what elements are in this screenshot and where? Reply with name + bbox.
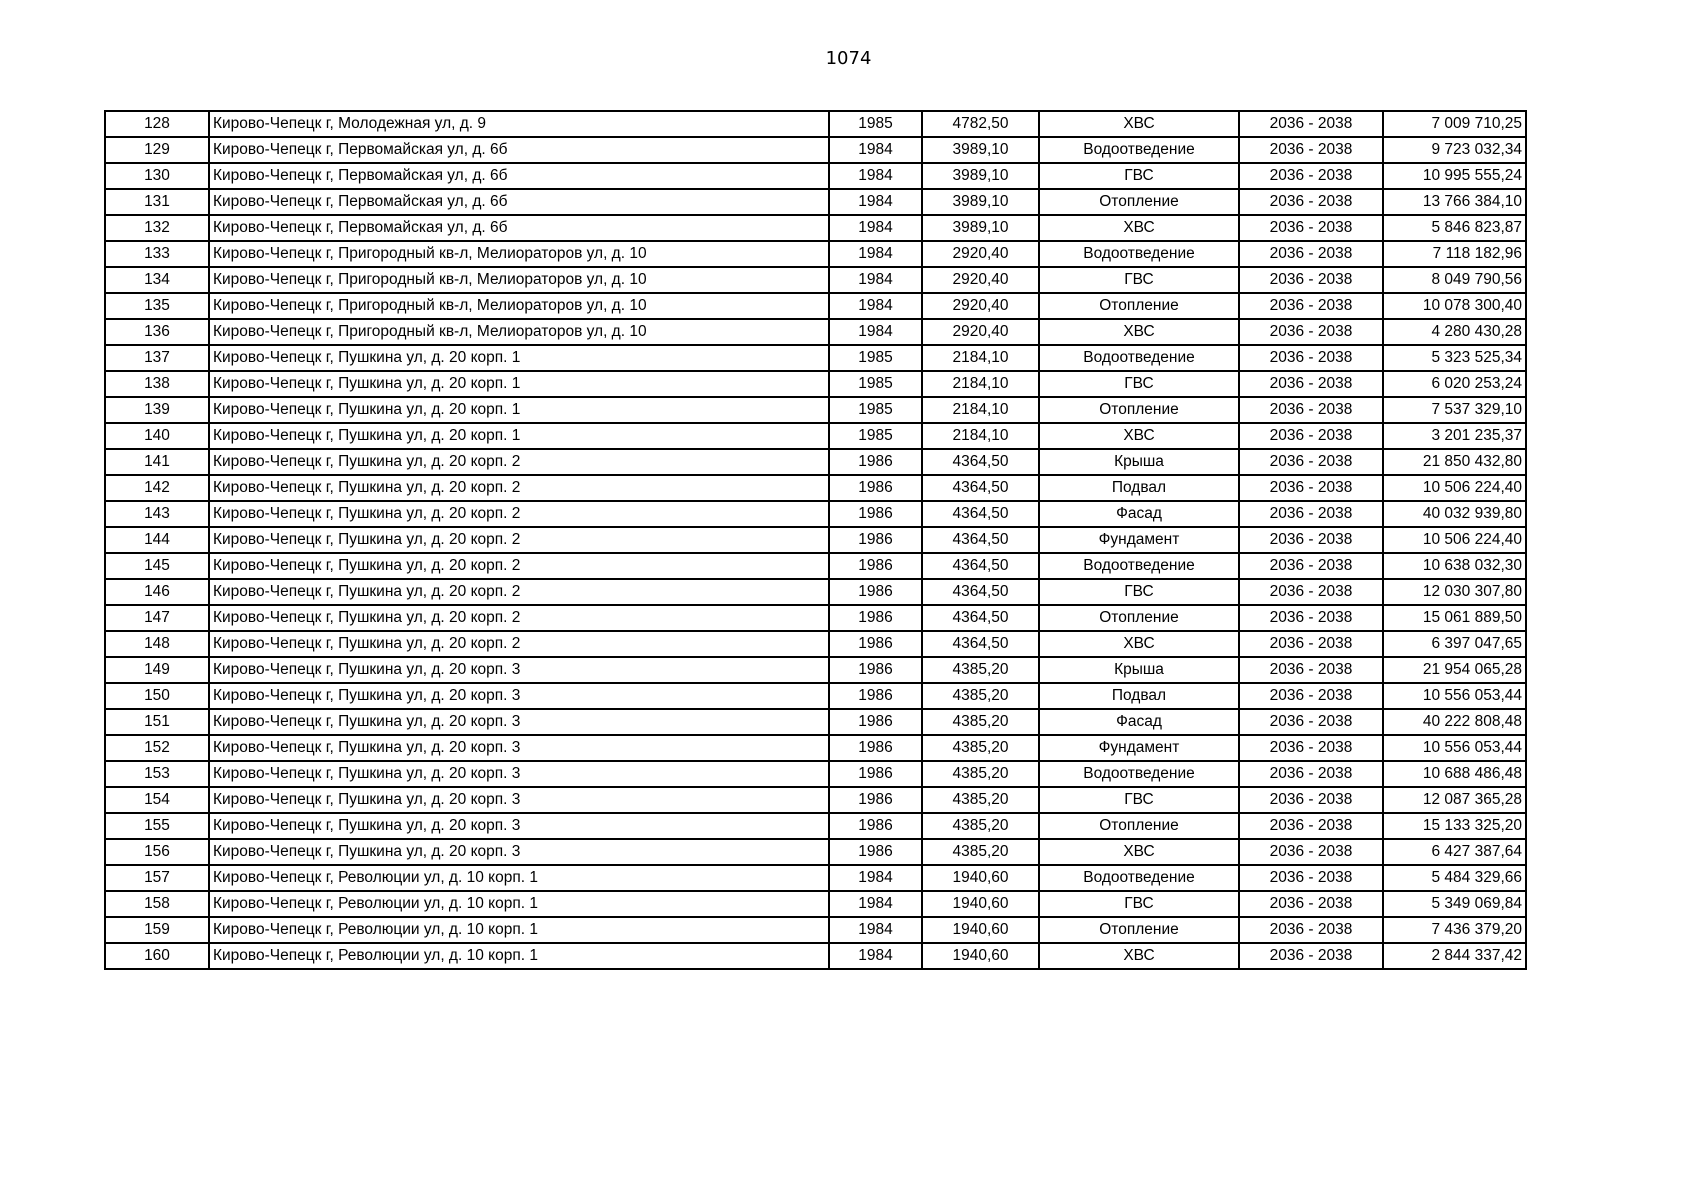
period-cell: 2036 - 2038 — [1239, 527, 1383, 553]
area-cell: 2184,10 — [922, 397, 1039, 423]
row-number-cell: 142 — [105, 475, 209, 501]
work-type-cell: ХВС — [1039, 943, 1239, 969]
work-type-cell: Отопление — [1039, 917, 1239, 943]
table-row — [105, 943, 1526, 969]
row-number-cell: 155 — [105, 813, 209, 839]
cost-cell: 15 061 889,50 — [1383, 605, 1526, 631]
build-year-cell: 1985 — [829, 371, 922, 397]
address-cell: Кирово-Чепецк г, Пригородный кв-л, Мелиораторов ул, д. 10 — [209, 293, 829, 319]
cost-cell: 10 506 224,40 — [1383, 475, 1526, 501]
area-cell: 4364,50 — [922, 553, 1039, 579]
area-cell: 4385,20 — [922, 813, 1039, 839]
period-cell: 2036 - 2038 — [1239, 631, 1383, 657]
work-type-cell: Отопление — [1039, 189, 1239, 215]
address-cell: Кирово-Чепецк г, Первомайская ул, д. 6б — [209, 215, 829, 241]
cost-cell: 10 688 486,48 — [1383, 761, 1526, 787]
period-cell: 2036 - 2038 — [1239, 189, 1383, 215]
row-number-cell: 145 — [105, 553, 209, 579]
address-cell: Кирово-Чепецк г, Первомайская ул, д. 6б — [209, 137, 829, 163]
row-number-cell: 136 — [105, 319, 209, 345]
table-row — [105, 319, 1526, 345]
table-row — [105, 215, 1526, 241]
period-cell: 2036 - 2038 — [1239, 267, 1383, 293]
work-type-cell: Водоотведение — [1039, 761, 1239, 787]
build-year-cell: 1986 — [829, 527, 922, 553]
work-type-cell: Отопление — [1039, 605, 1239, 631]
build-year-cell: 1984 — [829, 293, 922, 319]
work-type-cell: ГВС — [1039, 371, 1239, 397]
table-row — [105, 189, 1526, 215]
address-cell: Кирово-Чепецк г, Революции ул, д. 10 корп. 1 — [209, 917, 829, 943]
address-cell: Кирово-Чепецк г, Пригородный кв-л, Мелиораторов ул, д. 10 — [209, 319, 829, 345]
period-cell: 2036 - 2038 — [1239, 475, 1383, 501]
period-cell: 2036 - 2038 — [1239, 397, 1383, 423]
area-cell: 3989,10 — [922, 215, 1039, 241]
work-type-cell: Водоотведение — [1039, 553, 1239, 579]
area-cell: 1940,60 — [922, 917, 1039, 943]
row-number-cell: 139 — [105, 397, 209, 423]
work-type-cell: Фасад — [1039, 501, 1239, 527]
period-cell: 2036 - 2038 — [1239, 241, 1383, 267]
address-cell: Кирово-Чепецк г, Пушкина ул, д. 20 корп. 3 — [209, 839, 829, 865]
address-cell: Кирово-Чепецк г, Пушкина ул, д. 20 корп. 2 — [209, 501, 829, 527]
area-cell: 2920,40 — [922, 319, 1039, 345]
row-number-cell: 137 — [105, 345, 209, 371]
work-type-cell: ГВС — [1039, 787, 1239, 813]
table-row — [105, 163, 1526, 189]
row-number-cell: 146 — [105, 579, 209, 605]
period-cell: 2036 - 2038 — [1239, 891, 1383, 917]
area-cell: 1940,60 — [922, 891, 1039, 917]
address-cell: Кирово-Чепецк г, Пушкина ул, д. 20 корп. 2 — [209, 605, 829, 631]
cost-cell: 40 032 939,80 — [1383, 501, 1526, 527]
period-cell: 2036 - 2038 — [1239, 761, 1383, 787]
period-cell: 2036 - 2038 — [1239, 293, 1383, 319]
row-number-cell: 131 — [105, 189, 209, 215]
row-number-cell: 128 — [105, 111, 209, 137]
area-cell: 3989,10 — [922, 189, 1039, 215]
address-cell: Кирово-Чепецк г, Революции ул, д. 10 корп. 1 — [209, 865, 829, 891]
cost-cell: 7 436 379,20 — [1383, 917, 1526, 943]
work-type-cell: ХВС — [1039, 319, 1239, 345]
table-row — [105, 579, 1526, 605]
area-cell: 1940,60 — [922, 943, 1039, 969]
build-year-cell: 1986 — [829, 735, 922, 761]
row-number-cell: 140 — [105, 423, 209, 449]
build-year-cell: 1984 — [829, 215, 922, 241]
cost-cell: 5 846 823,87 — [1383, 215, 1526, 241]
table-row — [105, 735, 1526, 761]
row-number-cell: 156 — [105, 839, 209, 865]
row-number-cell: 133 — [105, 241, 209, 267]
period-cell: 2036 - 2038 — [1239, 657, 1383, 683]
cost-cell: 5 349 069,84 — [1383, 891, 1526, 917]
period-cell: 2036 - 2038 — [1239, 501, 1383, 527]
table-row — [105, 397, 1526, 423]
cost-cell: 7 537 329,10 — [1383, 397, 1526, 423]
work-type-cell: ХВС — [1039, 423, 1239, 449]
row-number-cell: 153 — [105, 761, 209, 787]
address-cell: Кирово-Чепецк г, Пушкина ул, д. 20 корп. 3 — [209, 787, 829, 813]
period-cell: 2036 - 2038 — [1239, 813, 1383, 839]
cost-cell: 3 201 235,37 — [1383, 423, 1526, 449]
area-cell: 4364,50 — [922, 449, 1039, 475]
row-number-cell: 141 — [105, 449, 209, 475]
area-cell: 4385,20 — [922, 735, 1039, 761]
cost-cell: 5 323 525,34 — [1383, 345, 1526, 371]
work-type-cell: Отопление — [1039, 397, 1239, 423]
cost-cell: 12 087 365,28 — [1383, 787, 1526, 813]
build-year-cell: 1984 — [829, 891, 922, 917]
cost-cell: 6 427 387,64 — [1383, 839, 1526, 865]
area-cell: 4782,50 — [922, 111, 1039, 137]
work-type-cell: Водоотведение — [1039, 345, 1239, 371]
table-row — [105, 891, 1526, 917]
row-number-cell: 149 — [105, 657, 209, 683]
work-type-cell: ГВС — [1039, 579, 1239, 605]
address-cell: Кирово-Чепецк г, Пушкина ул, д. 20 корп. 2 — [209, 553, 829, 579]
area-cell: 3989,10 — [922, 163, 1039, 189]
row-number-cell: 160 — [105, 943, 209, 969]
cost-cell: 21 850 432,80 — [1383, 449, 1526, 475]
cost-cell: 10 638 032,30 — [1383, 553, 1526, 579]
cost-cell: 40 222 808,48 — [1383, 709, 1526, 735]
cost-cell: 7 009 710,25 — [1383, 111, 1526, 137]
work-type-cell: Фасад — [1039, 709, 1239, 735]
build-year-cell: 1986 — [829, 475, 922, 501]
area-cell: 4364,50 — [922, 631, 1039, 657]
area-cell: 2920,40 — [922, 267, 1039, 293]
row-number-cell: 151 — [105, 709, 209, 735]
row-number-cell: 129 — [105, 137, 209, 163]
table-row — [105, 683, 1526, 709]
build-year-cell: 1985 — [829, 423, 922, 449]
period-cell: 2036 - 2038 — [1239, 735, 1383, 761]
table-row — [105, 917, 1526, 943]
period-cell: 2036 - 2038 — [1239, 865, 1383, 891]
build-year-cell: 1986 — [829, 553, 922, 579]
table-row — [105, 371, 1526, 397]
row-number-cell: 157 — [105, 865, 209, 891]
build-year-cell: 1984 — [829, 189, 922, 215]
build-year-cell: 1984 — [829, 241, 922, 267]
build-year-cell: 1986 — [829, 709, 922, 735]
page-number: 1074 — [825, 48, 872, 69]
build-year-cell: 1986 — [829, 787, 922, 813]
table-row — [105, 241, 1526, 267]
cost-cell: 21 954 065,28 — [1383, 657, 1526, 683]
address-cell: Кирово-Чепецк г, Первомайская ул, д. 6б — [209, 189, 829, 215]
address-cell: Кирово-Чепецк г, Пушкина ул, д. 20 корп. 3 — [209, 657, 829, 683]
build-year-cell: 1985 — [829, 397, 922, 423]
table-row — [105, 527, 1526, 553]
build-year-cell: 1986 — [829, 839, 922, 865]
cost-cell: 6 397 047,65 — [1383, 631, 1526, 657]
address-cell: Кирово-Чепецк г, Революции ул, д. 10 корп. 1 — [209, 891, 829, 917]
period-cell: 2036 - 2038 — [1239, 111, 1383, 137]
area-cell: 4364,50 — [922, 605, 1039, 631]
address-cell: Кирово-Чепецк г, Пушкина ул, д. 20 корп. 3 — [209, 683, 829, 709]
build-year-cell: 1984 — [829, 943, 922, 969]
period-cell: 2036 - 2038 — [1239, 319, 1383, 345]
address-cell: Кирово-Чепецк г, Пушкина ул, д. 20 корп. 1 — [209, 371, 829, 397]
period-cell: 2036 - 2038 — [1239, 423, 1383, 449]
repair-schedule-table — [104, 110, 1527, 970]
build-year-cell: 1986 — [829, 813, 922, 839]
row-number-cell: 152 — [105, 735, 209, 761]
table-row — [105, 501, 1526, 527]
area-cell: 4364,50 — [922, 475, 1039, 501]
period-cell: 2036 - 2038 — [1239, 839, 1383, 865]
build-year-cell: 1986 — [829, 683, 922, 709]
table-row — [105, 553, 1526, 579]
work-type-cell: Водоотведение — [1039, 137, 1239, 163]
table-body — [105, 111, 1526, 969]
work-type-cell: Фундамент — [1039, 527, 1239, 553]
row-number-cell: 158 — [105, 891, 209, 917]
row-number-cell: 143 — [105, 501, 209, 527]
table-row — [105, 813, 1526, 839]
address-cell: Кирово-Чепецк г, Пушкина ул, д. 20 корп. 2 — [209, 449, 829, 475]
build-year-cell: 1986 — [829, 501, 922, 527]
address-cell: Кирово-Чепецк г, Пригородный кв-л, Мелиораторов ул, д. 10 — [209, 267, 829, 293]
address-cell: Кирово-Чепецк г, Революции ул, д. 10 корп. 1 — [209, 943, 829, 969]
cost-cell: 10 078 300,40 — [1383, 293, 1526, 319]
address-cell: Кирово-Чепецк г, Пушкина ул, д. 20 корп. 3 — [209, 709, 829, 735]
build-year-cell: 1985 — [829, 345, 922, 371]
build-year-cell: 1986 — [829, 657, 922, 683]
address-cell: Кирово-Чепецк г, Пушкина ул, д. 20 корп. 2 — [209, 631, 829, 657]
build-year-cell: 1986 — [829, 761, 922, 787]
period-cell: 2036 - 2038 — [1239, 579, 1383, 605]
work-type-cell: Отопление — [1039, 293, 1239, 319]
period-cell: 2036 - 2038 — [1239, 553, 1383, 579]
build-year-cell: 1984 — [829, 917, 922, 943]
work-type-cell: ХВС — [1039, 631, 1239, 657]
cost-cell: 10 506 224,40 — [1383, 527, 1526, 553]
work-type-cell: ГВС — [1039, 891, 1239, 917]
work-type-cell: Подвал — [1039, 683, 1239, 709]
table-row — [105, 839, 1526, 865]
cost-cell: 10 556 053,44 — [1383, 683, 1526, 709]
build-year-cell: 1984 — [829, 163, 922, 189]
address-cell: Кирово-Чепецк г, Пушкина ул, д. 20 корп. 1 — [209, 397, 829, 423]
area-cell: 4364,50 — [922, 579, 1039, 605]
row-number-cell: 135 — [105, 293, 209, 319]
build-year-cell: 1984 — [829, 319, 922, 345]
work-type-cell: ГВС — [1039, 163, 1239, 189]
area-cell: 4364,50 — [922, 527, 1039, 553]
work-type-cell: Подвал — [1039, 475, 1239, 501]
address-cell: Кирово-Чепецк г, Пушкина ул, д. 20 корп. 2 — [209, 527, 829, 553]
period-cell: 2036 - 2038 — [1239, 683, 1383, 709]
table-row — [105, 137, 1526, 163]
build-year-cell: 1984 — [829, 137, 922, 163]
area-cell: 4385,20 — [922, 683, 1039, 709]
area-cell: 2184,10 — [922, 423, 1039, 449]
area-cell: 4364,50 — [922, 501, 1039, 527]
table-row — [105, 787, 1526, 813]
address-cell: Кирово-Чепецк г, Пушкина ул, д. 20 корп. 3 — [209, 761, 829, 787]
work-type-cell: Крыша — [1039, 657, 1239, 683]
row-number-cell: 148 — [105, 631, 209, 657]
table-row — [105, 267, 1526, 293]
table-row — [105, 657, 1526, 683]
address-cell: Кирово-Чепецк г, Пушкина ул, д. 20 корп. 3 — [209, 813, 829, 839]
build-year-cell: 1986 — [829, 605, 922, 631]
work-type-cell: Водоотведение — [1039, 865, 1239, 891]
cost-cell: 10 556 053,44 — [1383, 735, 1526, 761]
cost-cell: 9 723 032,34 — [1383, 137, 1526, 163]
row-number-cell: 134 — [105, 267, 209, 293]
table-row — [105, 111, 1526, 137]
cost-cell: 8 049 790,56 — [1383, 267, 1526, 293]
area-cell: 4385,20 — [922, 839, 1039, 865]
table-row — [105, 709, 1526, 735]
cost-cell: 15 133 325,20 — [1383, 813, 1526, 839]
period-cell: 2036 - 2038 — [1239, 709, 1383, 735]
row-number-cell: 132 — [105, 215, 209, 241]
table-row — [105, 605, 1526, 631]
build-year-cell: 1986 — [829, 631, 922, 657]
work-type-cell: ХВС — [1039, 111, 1239, 137]
row-number-cell: 130 — [105, 163, 209, 189]
period-cell: 2036 - 2038 — [1239, 917, 1383, 943]
cost-cell: 10 995 555,24 — [1383, 163, 1526, 189]
row-number-cell: 138 — [105, 371, 209, 397]
period-cell: 2036 - 2038 — [1239, 137, 1383, 163]
table-row — [105, 865, 1526, 891]
table-row — [105, 293, 1526, 319]
work-type-cell: Водоотведение — [1039, 241, 1239, 267]
address-cell: Кирово-Чепецк г, Пушкина ул, д. 20 корп. 1 — [209, 423, 829, 449]
table-row — [105, 475, 1526, 501]
row-number-cell: 150 — [105, 683, 209, 709]
cost-cell: 7 118 182,96 — [1383, 241, 1526, 267]
address-cell: Кирово-Чепецк г, Первомайская ул, д. 6б — [209, 163, 829, 189]
period-cell: 2036 - 2038 — [1239, 449, 1383, 475]
period-cell: 2036 - 2038 — [1239, 371, 1383, 397]
address-cell: Кирово-Чепецк г, Пушкина ул, д. 20 корп. 1 — [209, 345, 829, 371]
table-row — [105, 631, 1526, 657]
address-cell: Кирово-Чепецк г, Молодежная ул, д. 9 — [209, 111, 829, 137]
table-row — [105, 423, 1526, 449]
cost-cell: 2 844 337,42 — [1383, 943, 1526, 969]
address-cell: Кирово-Чепецк г, Пушкина ул, д. 20 корп. 2 — [209, 579, 829, 605]
period-cell: 2036 - 2038 — [1239, 605, 1383, 631]
area-cell: 4385,20 — [922, 787, 1039, 813]
build-year-cell: 1986 — [829, 449, 922, 475]
address-cell: Кирово-Чепецк г, Пушкина ул, д. 20 корп. 2 — [209, 475, 829, 501]
area-cell: 1940,60 — [922, 865, 1039, 891]
build-year-cell: 1984 — [829, 267, 922, 293]
area-cell: 2184,10 — [922, 345, 1039, 371]
area-cell: 4385,20 — [922, 709, 1039, 735]
work-type-cell: ГВС — [1039, 267, 1239, 293]
area-cell: 2920,40 — [922, 241, 1039, 267]
area-cell: 2920,40 — [922, 293, 1039, 319]
cost-cell: 4 280 430,28 — [1383, 319, 1526, 345]
cost-cell: 13 766 384,10 — [1383, 189, 1526, 215]
address-cell: Кирово-Чепецк г, Пушкина ул, д. 20 корп. 3 — [209, 735, 829, 761]
area-cell: 4385,20 — [922, 761, 1039, 787]
period-cell: 2036 - 2038 — [1239, 163, 1383, 189]
table-row — [105, 449, 1526, 475]
table-row — [105, 761, 1526, 787]
area-cell: 2184,10 — [922, 371, 1039, 397]
cost-cell: 5 484 329,66 — [1383, 865, 1526, 891]
cost-cell: 6 020 253,24 — [1383, 371, 1526, 397]
row-number-cell: 154 — [105, 787, 209, 813]
row-number-cell: 159 — [105, 917, 209, 943]
period-cell: 2036 - 2038 — [1239, 943, 1383, 969]
build-year-cell: 1984 — [829, 865, 922, 891]
area-cell: 4385,20 — [922, 657, 1039, 683]
work-type-cell: ХВС — [1039, 215, 1239, 241]
row-number-cell: 147 — [105, 605, 209, 631]
cost-cell: 12 030 307,80 — [1383, 579, 1526, 605]
period-cell: 2036 - 2038 — [1239, 787, 1383, 813]
address-cell: Кирово-Чепецк г, Пригородный кв-л, Мелиораторов ул, д. 10 — [209, 241, 829, 267]
work-type-cell: Отопление — [1039, 813, 1239, 839]
table-row — [105, 345, 1526, 371]
area-cell: 3989,10 — [922, 137, 1039, 163]
build-year-cell: 1985 — [829, 111, 922, 137]
work-type-cell: Фундамент — [1039, 735, 1239, 761]
work-type-cell: Крыша — [1039, 449, 1239, 475]
period-cell: 2036 - 2038 — [1239, 215, 1383, 241]
work-type-cell: ХВС — [1039, 839, 1239, 865]
build-year-cell: 1986 — [829, 579, 922, 605]
row-number-cell: 144 — [105, 527, 209, 553]
period-cell: 2036 - 2038 — [1239, 345, 1383, 371]
